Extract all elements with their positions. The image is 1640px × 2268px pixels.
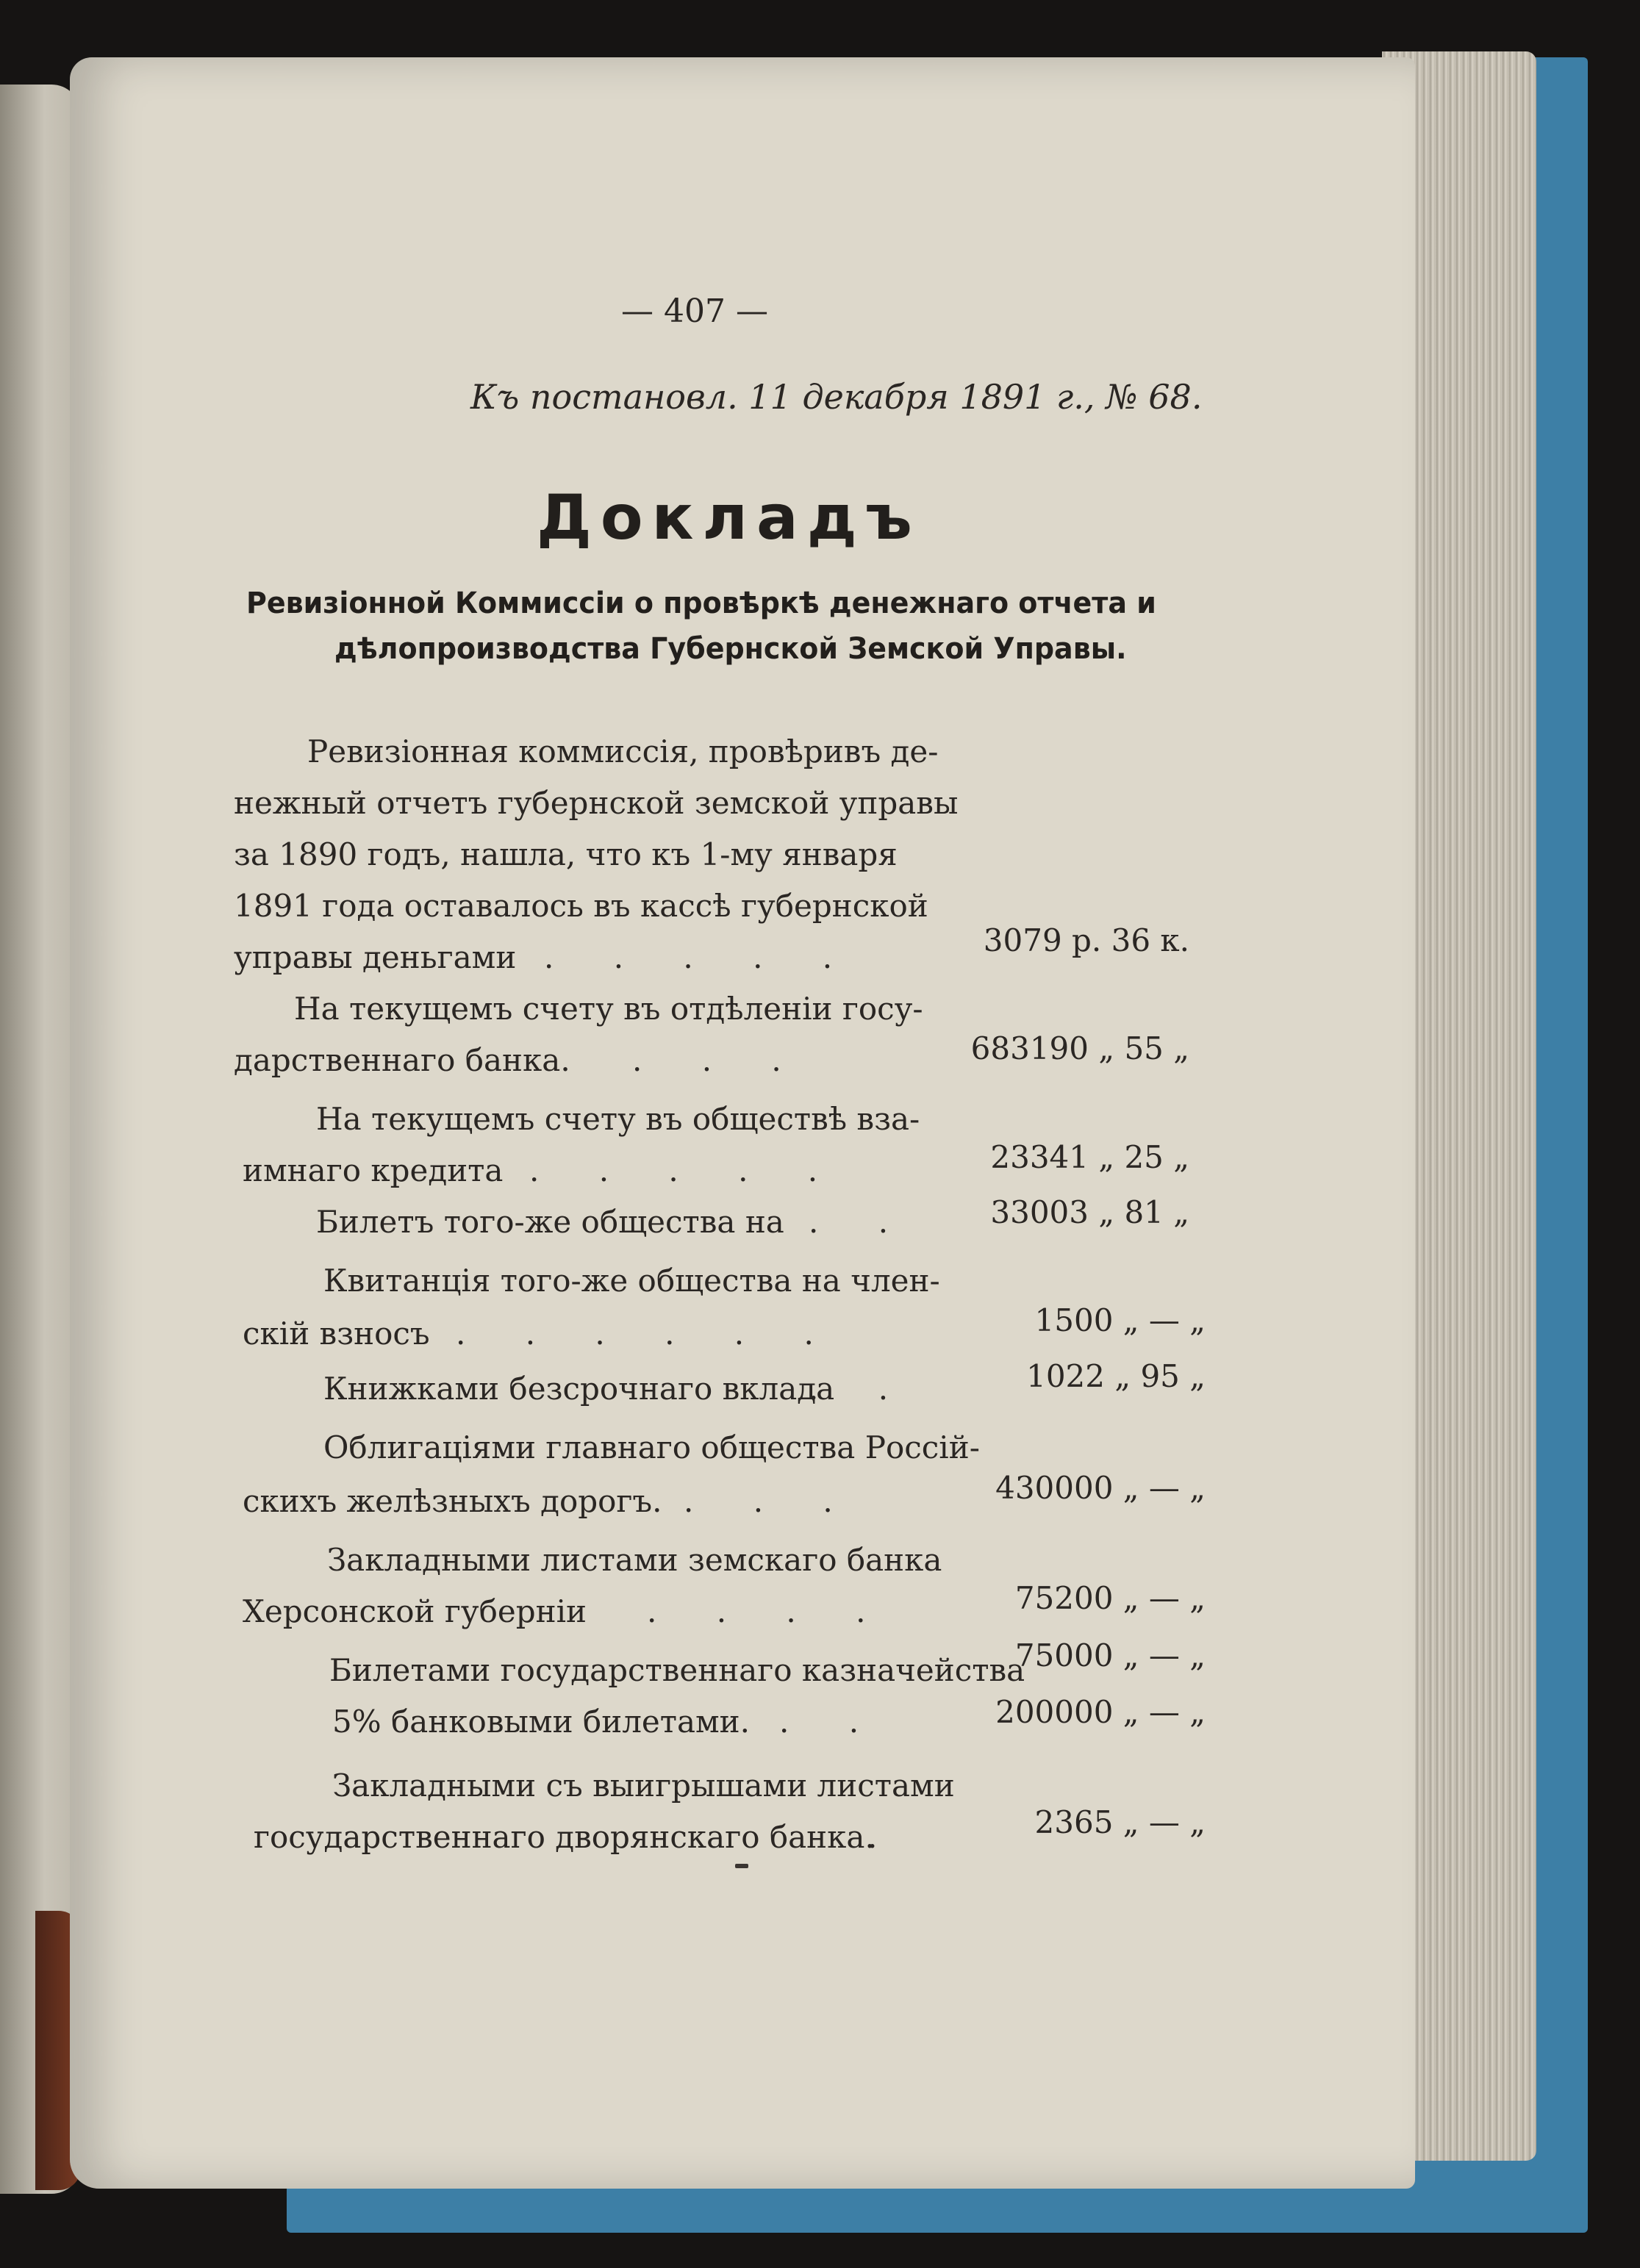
- amount-membership: 1500 „ — „: [1034, 1302, 1206, 1338]
- leader-dots: . .: [809, 1204, 914, 1240]
- intro-line: управы деньгами: [234, 939, 517, 975]
- subtitle-line-2: дѣлопроизводства Губернской Земской Управы.: [334, 632, 1127, 666]
- page-number: — 407 —: [621, 293, 768, 330]
- leader-dots: . . . . .: [529, 1152, 843, 1188]
- entry-line: Билетъ того-же общества на: [316, 1204, 784, 1240]
- intro-line: 1891 года оставалось въ кассѣ губернской: [234, 888, 928, 924]
- entry-line: Херсонской губерніи: [243, 1593, 587, 1629]
- entry-line: Книжками безсрочнаго вклада: [323, 1371, 835, 1407]
- entry-line: скихъ желѣзныхъ дорогъ.: [243, 1483, 662, 1519]
- leader-dots: .: [867, 1819, 903, 1855]
- subtitle-line-1: Ревизіонной Коммиссіи о провѣркѣ денежнаго отчета и: [246, 586, 1156, 620]
- entry-line: На текущемъ счету въ отдѣленіи госу-: [294, 991, 923, 1027]
- amount-bank-bills: 200000 „ — „: [995, 1694, 1206, 1730]
- entry-line: дарственнаго банка.: [234, 1042, 570, 1078]
- intro-line: Ревизіонная коммиссія, провѣривъ де-: [307, 733, 939, 769]
- amount-treasury: 75000 „ — „: [1014, 1637, 1206, 1673]
- entry-line: Закладными листами земскаго банка: [327, 1542, 942, 1578]
- leader-dots: . .: [779, 1704, 884, 1740]
- entry-line: На текущемъ счету въ обществѣ вза-: [316, 1101, 920, 1137]
- amount-land-bank: 75200 „ — „: [1014, 1580, 1206, 1616]
- amount-cash: 3079 р. 36 к.: [983, 922, 1189, 958]
- entry-line: Закладными съ выигрышами листами: [332, 1768, 955, 1804]
- entry-line: 5% банковыми билетами.: [332, 1704, 751, 1740]
- entry-line: скій взносъ: [243, 1316, 430, 1352]
- leader-dots: . . .: [684, 1483, 858, 1519]
- leader-dots: . . . .: [647, 1593, 891, 1629]
- entry-line: государственнаго дворянскаго банка.: [254, 1819, 875, 1855]
- left-page-edge: [0, 85, 81, 2194]
- amount-mutual-credit: 23341 „ 25 „: [990, 1139, 1189, 1175]
- leader-dots: . . . . . .: [456, 1316, 839, 1352]
- ink-mark: [735, 1864, 748, 1868]
- intro-line: за 1890 годъ, нашла, что къ 1-му января: [234, 836, 898, 872]
- leader-dots: . . .: [632, 1042, 806, 1078]
- amount-savings: 1022 „ 95 „: [1026, 1358, 1206, 1394]
- amount-state-bank: 683190 „ 55 „: [970, 1030, 1189, 1066]
- entry-line: Облигаціями главнаго общества Россій-: [323, 1429, 980, 1465]
- entry-line: Квитанція того-же общества на член-: [323, 1263, 940, 1299]
- document-title: Докладъ: [537, 481, 921, 553]
- leader-dots: . .: [809, 1371, 914, 1407]
- leader-dots: . . . . .: [544, 939, 858, 975]
- amount-railway-bonds: 430000 „ — „: [995, 1470, 1206, 1506]
- amount-society-ticket: 33003 „ 81 „: [990, 1194, 1189, 1230]
- entry-line: Билетами государственнаго казначейства: [329, 1652, 1025, 1688]
- resolution-reference: Къ постановл. 11 декабря 1891 г., № 68.: [470, 377, 1203, 417]
- intro-line: нежный отчетъ губернской земской управы: [234, 785, 959, 821]
- entry-line: имнаго кредита: [243, 1152, 504, 1188]
- amount-nobility-bank: 2365 „ — „: [1034, 1804, 1206, 1840]
